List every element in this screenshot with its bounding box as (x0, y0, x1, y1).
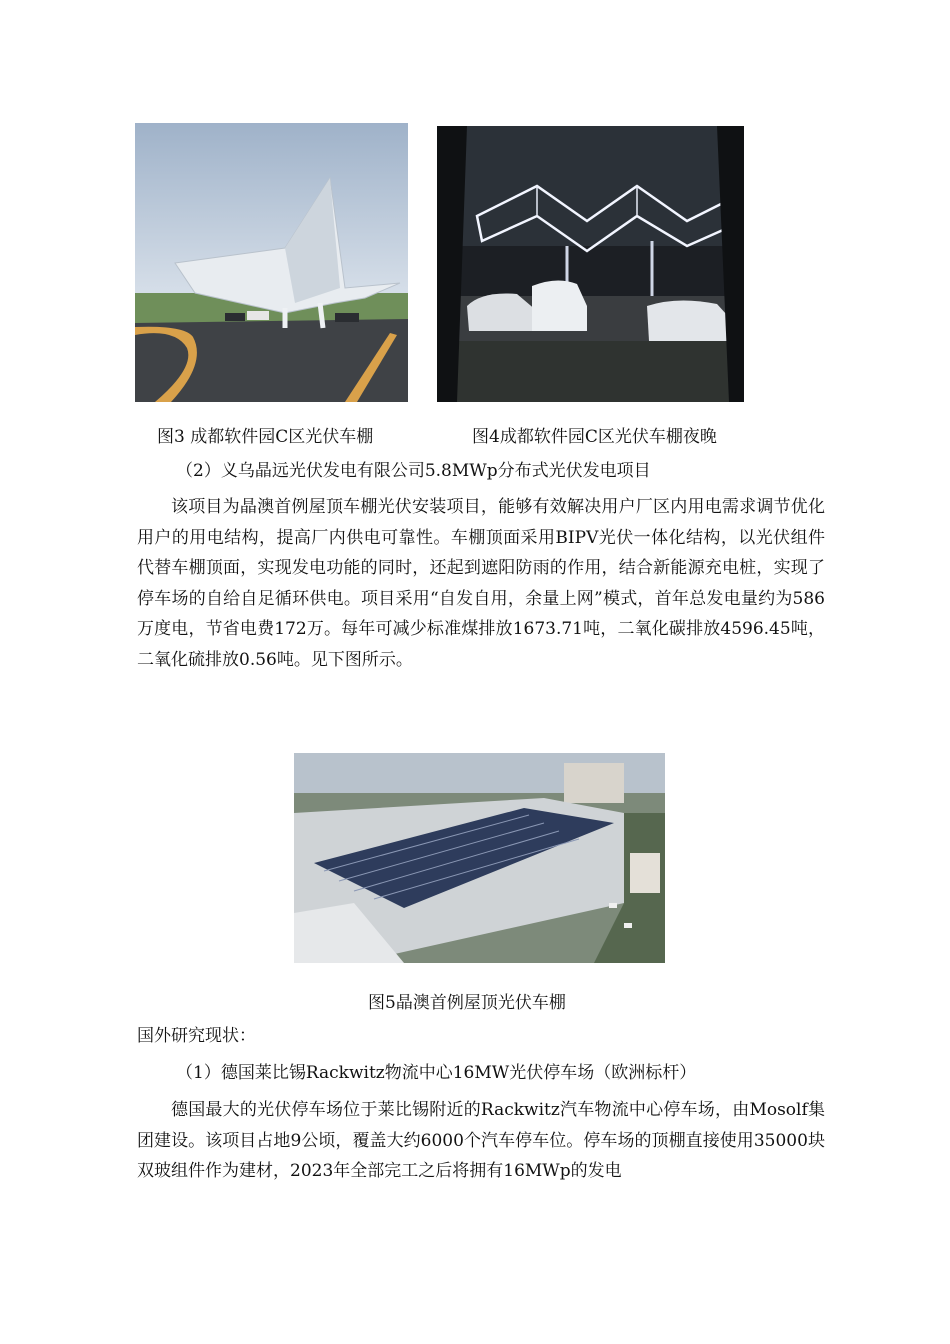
rooftop-carport-image (294, 753, 665, 963)
figure-4-caption: 图4成都软件园C区光伏车棚夜晚 (472, 427, 717, 447)
figure-3-photo (135, 123, 408, 402)
figure-5-caption: 图5晶澳首例屋顶光伏车棚 (368, 993, 566, 1013)
project-heading-rackwitz: （1）德国莱比锡Rackwitz物流中心16MW光伏停车场（欧洲标杆） (176, 1063, 697, 1083)
project-paragraph-rackwitz: 德国最大的光伏停车场位于莱比锡附近的Rackwitz汽车物流中心停车场，由Mosolf集团建设。该项目占地9公顷，覆盖大约6000个汽车停车位。停车场的顶棚直接使用35000块双玻组件作为建材，2023年全部完工之后将拥有16MWp的发电 (137, 1100, 825, 1181)
figure-4-photo (437, 126, 744, 402)
carport-night-image (437, 126, 744, 402)
project-paragraph-yiwu: 该项目为晶澳首例屋顶车棚光伏安装项目，能够有效解决用户厂区内用电需求调节优化用户的用电结构，提高厂内供电可靠性。车棚顶面采用BIPV光伏一体化结构，以光伏组件代替车棚顶面，实现发电功能的同时，还起到遮阳防雨的作用，结合新能源充电桩，实现了停车场的自给自足循环供电。项目采用“自发自用，余量上网”模式，首年总发电量约为586万度电，节省电费172万。每年可减少标准煤排放1673.71吨，二氧化碳排放4596.45吨，二氧化硫排放0.56吨。见下图所示。 (137, 497, 825, 670)
foreign-status-heading: 国外研究现状： (137, 1026, 256, 1046)
project-heading-yiwu: （2）义乌晶远光伏发电有限公司5.8MWp分布式光伏发电项目 (176, 461, 651, 481)
carport-day-image (135, 123, 408, 402)
figure-5-photo (294, 753, 665, 963)
figure-3-caption: 图3 成都软件园C区光伏车棚 (157, 427, 374, 447)
